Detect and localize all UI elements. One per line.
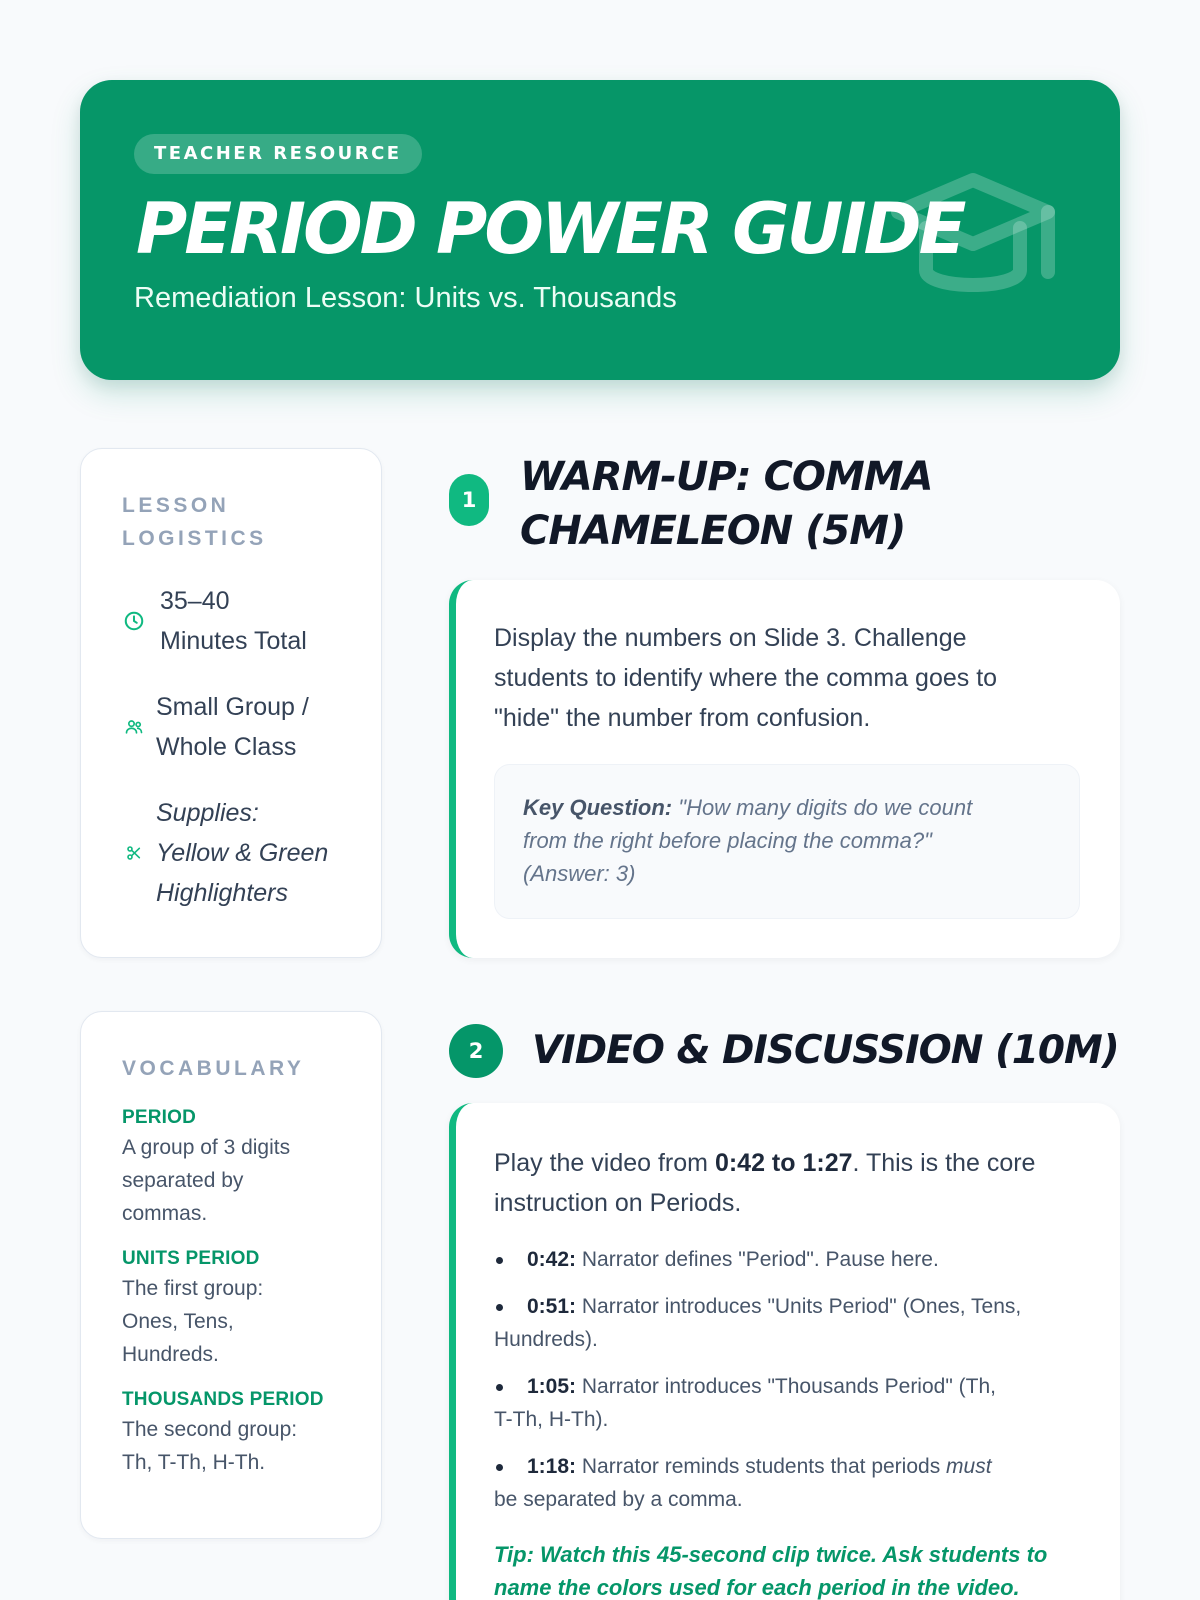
vocab-definition — [122, 1272, 347, 1371]
timeline-text: Narrator introduces "Units Period" (Ones, Tens, — [576, 1295, 1022, 1318]
page-title: PERIOD POWER GUIDE — [136, 188, 964, 270]
def-line: The first group: — [122, 1277, 264, 1300]
timeline-item — [494, 1243, 1080, 1276]
key-question-text: "How many digits do we count — [672, 795, 973, 820]
def-line: A group of 3 digits — [122, 1136, 291, 1159]
timeline-text: Narrator defines "Period". Pause here. — [576, 1248, 939, 1271]
key-question-answer: (Answer: 3) — [523, 861, 636, 886]
logistics-item-duration — [122, 581, 347, 661]
vocab-term: THOUSANDS PERIOD — [122, 1389, 324, 1410]
timeline-time: 1:18: — [527, 1455, 577, 1478]
def-line: commas. — [122, 1202, 208, 1225]
vocab-term: PERIOD — [122, 1107, 197, 1128]
timeline-emphasis: must — [946, 1455, 992, 1478]
step-1-number-badge: 1 — [449, 474, 489, 526]
vocabulary-heading: VOCABULARY — [122, 1057, 305, 1080]
def-line: Ones, Tens, — [122, 1310, 234, 1333]
timeline-time: 1:05: — [527, 1375, 577, 1398]
timeline-item — [494, 1450, 1080, 1516]
step-2-number-badge: 2 — [449, 1024, 503, 1078]
step-1-title-line2: CHAMELEON (5M) — [520, 508, 906, 554]
warm-up-instructions — [494, 618, 1080, 738]
logistics-item-grouping — [122, 687, 347, 767]
tip-line: Tip: Watch this 45-second clip twice. Ask students to — [494, 1542, 1048, 1567]
step-1-title-line1: WARM-UP: COMMA — [520, 454, 933, 500]
def-line: separated by — [122, 1169, 244, 1192]
timeline-item — [494, 1290, 1080, 1356]
scissors-icon — [122, 845, 146, 861]
logistics-heading — [122, 489, 347, 555]
grouping-line2: Whole Class — [156, 733, 297, 761]
duration-line1: 35–40 — [160, 587, 230, 615]
vocab-term: UNITS PERIOD — [122, 1248, 260, 1269]
key-question-text: from the right before placing the comma?" — [523, 828, 932, 853]
supplies-line2: Yellow & Green — [156, 839, 329, 867]
logistics-item-label — [156, 687, 309, 767]
page-subtitle: Remediation Lesson: Units vs. Thousands — [134, 282, 677, 314]
timeline-text: be separated by a comma. — [494, 1488, 743, 1511]
duration-line2: Minutes Total — [160, 627, 307, 655]
video-instructions — [494, 1143, 1080, 1223]
logistics-item-label — [156, 793, 328, 913]
para-line: Display the numbers on Slide 3. Challenge — [494, 624, 967, 652]
para-line: "hide" the number from confusion. — [494, 704, 871, 732]
para-text: . This is the core — [852, 1149, 1036, 1177]
logistics-item-label — [160, 581, 307, 661]
lesson-logistics-card — [80, 448, 382, 958]
teacher-resource-badge: TEACHER RESOURCE — [134, 134, 422, 174]
para-text: instruction on Periods. — [494, 1189, 742, 1217]
teacher-tip — [494, 1538, 1080, 1600]
warm-up-card — [449, 580, 1120, 958]
video-timeline-list — [494, 1243, 1080, 1516]
tip-line: name the colors used for each period in the video. — [494, 1575, 1020, 1600]
timeline-time: 0:51: — [527, 1295, 577, 1318]
timeline-text: Narrator introduces "Thousands Period" (Th, — [576, 1375, 996, 1398]
vocab-definition — [122, 1413, 347, 1479]
logistics-heading-line1: LESSON — [122, 494, 230, 517]
para-line: students to identify where the comma goes to — [494, 664, 998, 692]
def-line: The second group: — [122, 1418, 298, 1441]
logistics-heading-line2: LOGISTICS — [122, 527, 267, 550]
timeline-item — [494, 1370, 1080, 1436]
video-timestamp-range: 0:42 to 1:27 — [714, 1149, 853, 1177]
graduation-cap-icon — [888, 166, 1058, 316]
supplies-line3: Highlighters — [156, 879, 289, 907]
supplies-line1: Supplies: — [156, 799, 259, 827]
timeline-text: Hundreds). — [494, 1328, 598, 1351]
timeline-text: Narrator reminds students that periods — [576, 1455, 947, 1478]
def-line: Th, T-Th, H-Th. — [122, 1451, 266, 1474]
timeline-time: 0:42: — [527, 1248, 577, 1271]
key-question-box — [494, 764, 1080, 919]
header-banner — [80, 80, 1120, 380]
def-line: Hundreds. — [122, 1343, 219, 1366]
step-2-title: VIDEO & DISCUSSION (10M) — [532, 1028, 1119, 1073]
users-icon — [122, 717, 146, 737]
video-discussion-card — [449, 1103, 1120, 1600]
para-text: Play the video from — [494, 1149, 715, 1177]
vocabulary-card — [80, 1011, 382, 1539]
step-1-title — [520, 450, 933, 558]
logistics-item-supplies — [122, 793, 347, 913]
clock-icon — [122, 610, 146, 632]
grouping-line1: Small Group / — [156, 693, 309, 721]
key-question-label: Key Question: — [523, 795, 673, 820]
timeline-text: T-Th, H-Th). — [494, 1408, 609, 1431]
vocab-definition — [122, 1131, 347, 1230]
